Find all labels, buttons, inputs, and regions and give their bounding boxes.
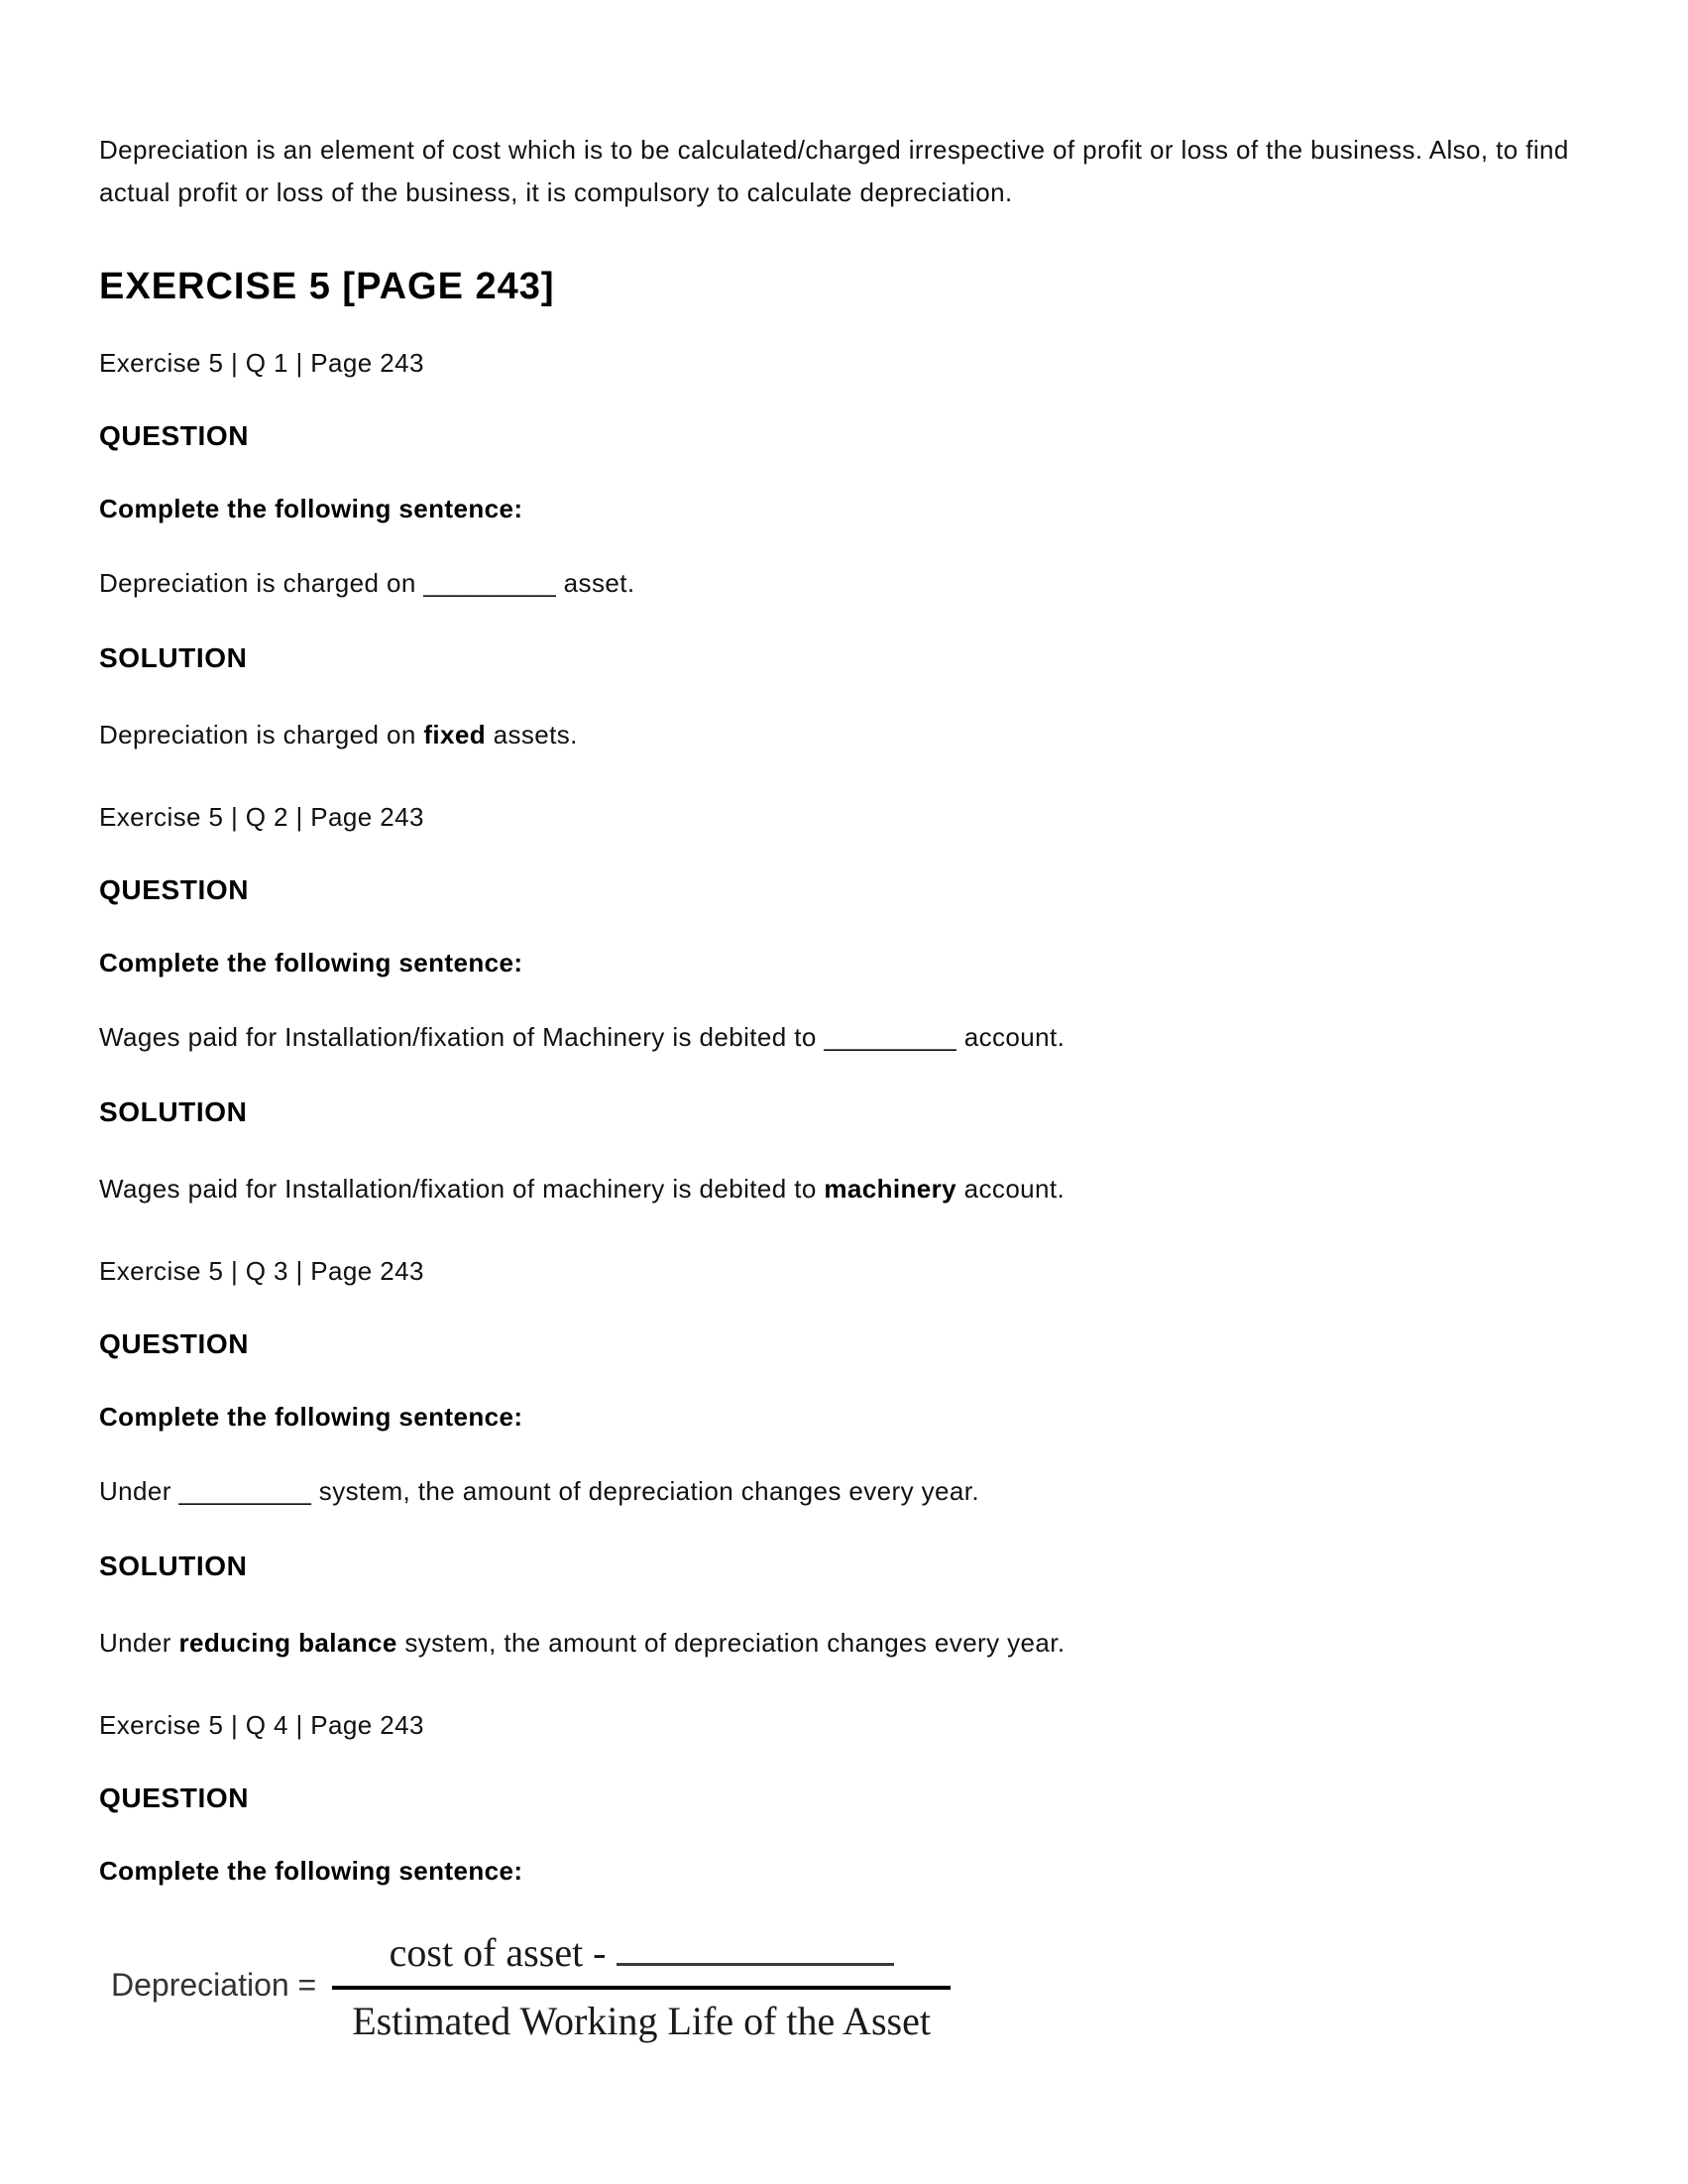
- exercise-breadcrumb-q3: Exercise 5 | Q 3 | Page 243: [99, 1255, 424, 1286]
- formula-numerator: [332, 1926, 951, 1990]
- solution-text-bold-q1: fixed: [423, 719, 487, 749]
- qa-block-q1: [99, 348, 1594, 750]
- question-prompt-q1: Complete the following sentence:: [99, 493, 523, 523]
- solution-text-post-q2: account.: [957, 1173, 1066, 1204]
- formula-fraction: [332, 1926, 951, 2044]
- intro-paragraph: Depreciation is an element of cost which is to be calculated/charged irrespective of profit or loss of the business. Also, to find actual profit or loss of the business, it is compulsory to calculate depreciation.: [99, 135, 1569, 207]
- exercise-breadcrumb-q2: Exercise 5 | Q 2 | Page 243: [99, 801, 424, 832]
- solution-text-post-q3: system, the amount of depreciation changes every year.: [396, 1627, 1066, 1658]
- formula-blank-line: [617, 1926, 894, 1966]
- qa-block-q4: [99, 1710, 1594, 2044]
- solution-text-q1: [99, 720, 1594, 750]
- solution-text-q2: [99, 1174, 1594, 1205]
- question-label-q3: QUESTION: [99, 1327, 250, 1359]
- qa-block-q3: [99, 1256, 1594, 1659]
- question-label-q2: QUESTION: [99, 873, 250, 905]
- solution-label-q1: SOLUTION: [99, 641, 248, 673]
- formula-lhs: Depreciation =: [111, 1966, 317, 2003]
- qa-block-q2: [99, 802, 1594, 1205]
- question-text-q3: Under _________ system, the amount of depreciation changes every year.: [99, 1475, 979, 1506]
- question-prompt-q4: Complete the following sentence:: [99, 1855, 523, 1886]
- question-label-q4: QUESTION: [99, 1782, 250, 1813]
- exercise-breadcrumb-q1: Exercise 5 | Q 1 | Page 243: [99, 347, 424, 378]
- question-prompt-q3: Complete the following sentence:: [99, 1401, 523, 1432]
- solution-text-bold-q2: machinery: [824, 1173, 957, 1204]
- depreciation-formula: [111, 1926, 1594, 2044]
- solution-label-q3: SOLUTION: [99, 1550, 248, 1581]
- exercise-heading: EXERCISE 5 [PAGE 243]: [99, 265, 555, 307]
- question-prompt-q2: Complete the following sentence:: [99, 947, 523, 977]
- question-text-q2: Wages paid for Installation/fixation of Machinery is debited to _________ account.: [99, 1021, 1066, 1052]
- question-label-q1: QUESTION: [99, 419, 250, 451]
- formula-denominator: Estimated Working Life of the Asset: [352, 1998, 931, 2043]
- solution-label-q2: SOLUTION: [99, 1095, 248, 1127]
- solution-text-pre-q2: Wages paid for Installation/fixation of machinery is debited to: [99, 1173, 825, 1204]
- question-text-q1: Depreciation is charged on _________ asset.: [99, 567, 635, 598]
- solution-text-bold-q3: reducing balance: [178, 1627, 397, 1658]
- solution-text-post-q1: assets.: [486, 719, 578, 749]
- solution-text-pre-q1: Depreciation is charged on: [99, 719, 424, 749]
- formula-numerator-text: cost of asset -: [389, 1929, 607, 1975]
- solution-text-pre-q3: Under: [99, 1627, 179, 1658]
- solution-text-q3: [99, 1628, 1594, 1659]
- exercise-breadcrumb-q4: Exercise 5 | Q 4 | Page 243: [99, 1709, 424, 1740]
